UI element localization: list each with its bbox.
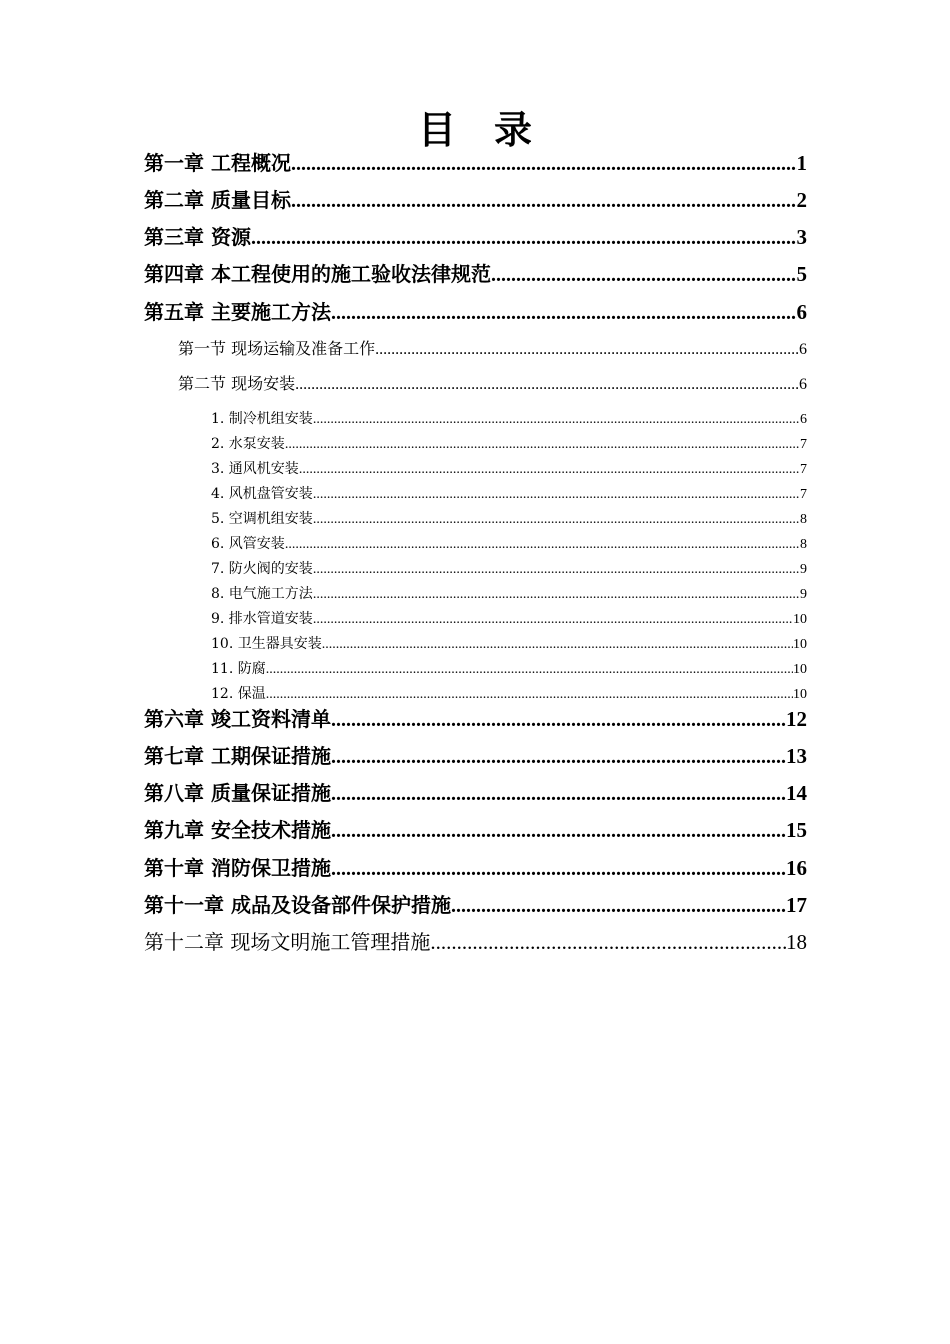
toc-page-number: 10 [793,662,807,677]
dot-leader [331,705,786,735]
toc-page-number: 10 [793,687,807,702]
toc-entry-chapter-8[interactable] [144,778,807,808]
toc-entry-label: 第十章 消防保卫措施 [144,856,331,880]
dot-leader [331,854,786,884]
dot-leader [285,434,800,456]
toc-entry-label: 10. 卫生器具安装 [211,636,322,652]
toc-entry-item-6[interactable] [211,533,807,555]
toc-page-number: 13 [786,744,807,768]
toc-page-number: 5 [796,262,807,286]
toc-page-number: 14 [786,781,807,805]
dot-leader [299,459,800,481]
toc-entry-item-10[interactable] [211,633,807,655]
toc-page-number: 6 [799,376,807,393]
toc-entry-label: 4. 风机盘管安装 [211,486,313,502]
dot-leader [322,634,793,656]
toc-entry-label: 7. 防火阀的安装 [211,561,313,577]
toc-entry-chapter-12[interactable] [144,927,807,957]
dot-leader [295,372,799,398]
dot-leader [266,684,793,706]
dot-leader [313,584,800,606]
toc-page-number: 3 [796,225,807,249]
toc-entry-section-2[interactable] [178,371,807,397]
dot-leader [331,298,797,328]
toc-entry-chapter-6[interactable] [144,704,807,734]
toc-entry-item-1[interactable] [211,408,807,430]
toc-page-number: 6 [800,412,807,427]
dot-leader [313,484,800,506]
page-title: 目 录 [417,108,532,153]
toc-entry-label: 8. 电气施工方法 [211,586,313,602]
toc-entry-chapter-7[interactable] [144,741,807,771]
toc-entry-chapter-10[interactable] [144,853,807,883]
toc-entry-item-7[interactable] [211,558,807,580]
toc-entry-chapter-4[interactable] [144,259,807,289]
toc-entry-label: 2. 水泵安装 [211,436,285,452]
dot-leader [313,409,800,431]
toc-page-number: 1 [796,151,807,175]
toc-entry-label: 第八章 质量保证措施 [144,781,331,805]
toc-entry-chapter-9[interactable] [144,815,807,845]
dot-leader [331,779,786,809]
toc-page-number: 2 [796,188,807,212]
toc-entry-label: 5. 空调机组安装 [211,511,313,527]
toc-entry-chapter-2[interactable] [144,185,807,215]
toc-entry-label: 第十一章 成品及设备部件保护措施 [144,893,451,917]
toc-entry-label: 第四章 本工程使用的施工验收法律规范 [144,262,491,286]
dot-leader [313,509,800,531]
toc-entry-label: 3. 通风机安装 [211,461,299,477]
toc-entry-label: 第三章 资源 [144,225,251,249]
dot-leader [430,927,786,957]
toc-page-number: 12 [786,707,807,731]
toc-page-number: 9 [800,562,807,577]
toc-page-number: 8 [800,512,807,527]
toc-page-number: 10 [793,637,807,652]
toc-page-number: 9 [800,587,807,602]
toc-entry-item-9[interactable] [211,608,807,630]
toc-entry-chapter-11[interactable] [144,890,807,920]
toc-page-number: 7 [800,487,807,502]
dot-leader [331,816,786,846]
toc-entry-label: 第二章 质量目标 [144,188,291,212]
toc-page-number: 17 [786,893,807,917]
dot-leader [251,223,797,253]
toc-page-number: 6 [796,300,807,324]
toc-page-number: 10 [793,612,807,627]
toc-page-number: 18 [786,930,807,954]
toc-entry-chapter-3[interactable] [144,222,807,252]
dot-leader [331,742,786,772]
toc-entry-item-3[interactable] [211,458,807,480]
toc-page-number: 6 [799,341,807,358]
dot-leader [291,186,797,216]
toc-entry-label: 第七章 工期保证措施 [144,744,331,768]
dot-leader [375,337,799,363]
toc-entry-label: 第一节 现场运输及准备工作 [178,339,376,358]
toc-entry-section-1[interactable] [178,336,807,362]
toc-entry-label: 1. 制冷机组安装 [211,411,313,427]
dot-leader [313,559,800,581]
toc-entry-label: 11. 防腐 [211,661,266,677]
toc-entry-chapter-1[interactable] [144,148,807,178]
toc-entry-label: 第九章 安全技术措施 [144,818,331,842]
toc-entry-label: 第五章 主要施工方法 [144,300,331,324]
toc-entry-item-12[interactable] [211,683,807,705]
toc-entry-label: 第一章 工程概况 [144,151,291,175]
dot-leader [291,149,797,179]
toc-entry-item-8[interactable] [211,583,807,605]
toc-entry-label: 第六章 竣工资料清单 [144,707,331,731]
toc-entry-label: 12. 保温 [211,686,266,702]
dot-leader [285,534,800,556]
dot-leader [451,891,786,921]
dot-leader [491,260,797,290]
toc-entry-label: 第二节 现场安装 [178,374,296,393]
toc-entry-item-5[interactable] [211,508,807,530]
dot-leader [266,659,793,681]
toc-entry-item-4[interactable] [211,483,807,505]
toc-page-number: 7 [800,437,807,452]
toc-entry-item-2[interactable] [211,433,807,455]
toc-entry-label: 6. 风管安装 [211,536,285,552]
toc-entry-label: 9. 排水管道安装 [211,611,313,627]
toc-page-number: 7 [800,462,807,477]
toc-entry-chapter-5[interactable] [144,297,807,327]
toc-page-number: 16 [786,856,807,880]
toc-entry-label: 第十二章 现场文明施工管理措施 [144,930,431,954]
toc-entry-item-11[interactable] [211,658,807,680]
dot-leader [313,609,793,631]
toc-page-number: 8 [800,537,807,552]
toc-page-number: 15 [786,818,807,842]
